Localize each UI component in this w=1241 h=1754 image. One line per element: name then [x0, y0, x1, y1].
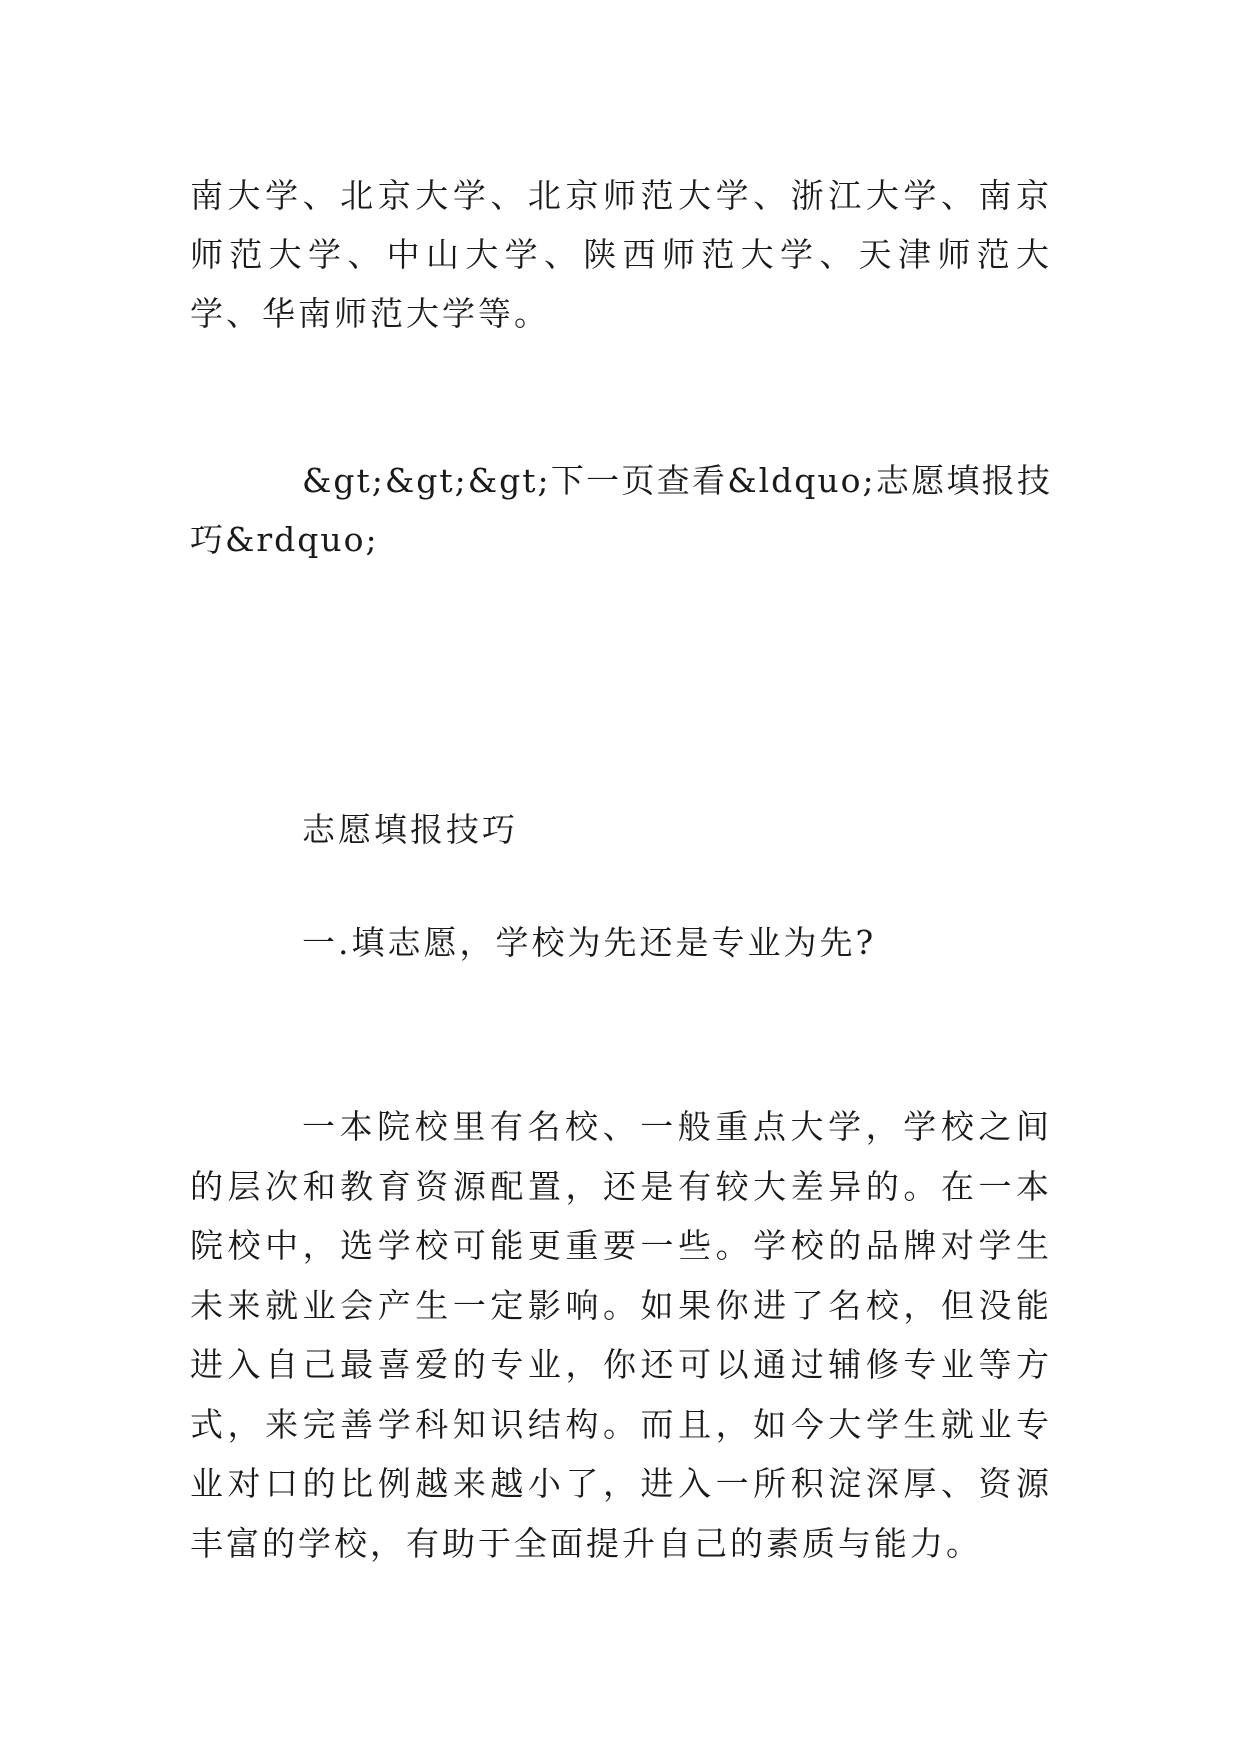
section-title: 志愿填报技巧 — [302, 810, 518, 849]
paragraph-next-page-link: &gt;&gt;&gt;下一页查看&ldquo;志愿填报技巧&rdquo; — [190, 461, 1052, 559]
question-heading: 一.填志愿，学校为先还是专业为先? — [302, 923, 877, 962]
paragraph-school-list: 南大学、北京大学、北京师范大学、浙江大学、南京师范大学、中山大学、陕西师范大学、天津师范大学、华南师范大学等。 — [190, 176, 1052, 333]
paragraph-body: 一本院校里有名校、一般重点大学，学校之间的层次和教育资源配置，还是有较大差异的。在一本院校中，选学校可能更重要一些。学校的品牌对学生未来就业会产生一定影响。如果你进了名校，但没能进入自己最喜爱的专业，你还可以通过辅修专业等方式，来完善学科知识结构。而且，如今大学生就业专业对口的比例越来越小了，进入一所积淀深厚、资源丰富的学校，有助于全面提升自己的素质与能力。 — [190, 1107, 1052, 1563]
